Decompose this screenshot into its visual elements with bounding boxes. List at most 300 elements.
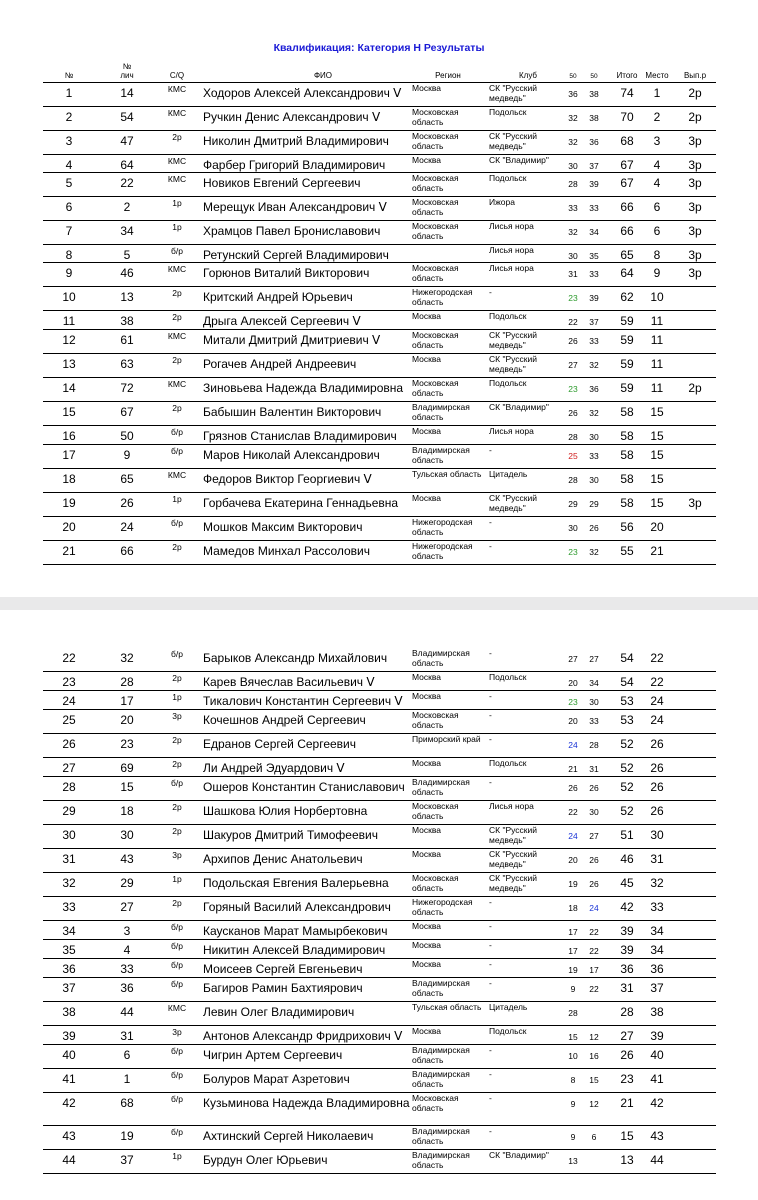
category-cell: б/р: [171, 941, 183, 951]
total-cell: 59: [620, 333, 634, 347]
name-cell: Карев Вячеслав Васильевич ᐯ: [203, 675, 375, 689]
row-number: 10: [62, 290, 76, 304]
place-cell: 21: [650, 544, 664, 558]
region-cell: Москва: [412, 691, 442, 701]
place-cell: 38: [650, 1005, 664, 1019]
category-cell: КМС: [167, 331, 187, 341]
place-cell: 34: [650, 924, 664, 938]
score-1-cell: 20: [568, 678, 578, 688]
region-cell: Московская область: [412, 197, 459, 217]
club-cell: Лисья нора: [489, 221, 534, 231]
name-cell: Тикалович Константин Сергеевич ᐯ: [203, 694, 403, 708]
category-cell: 3р: [172, 711, 182, 721]
place-cell: 15: [650, 405, 664, 419]
participant-id: 54: [120, 110, 134, 124]
total-cell: 53: [620, 694, 634, 708]
table-row: [43, 672, 716, 691]
score-1-cell: 30: [568, 251, 578, 261]
category-cell: 2р: [172, 802, 182, 812]
score-1-cell: 31: [568, 269, 578, 279]
score-1-cell: 23: [568, 293, 578, 303]
row-number: 42: [62, 1096, 76, 1110]
name-cell: Каусканов Марат Мамырбекович: [203, 924, 388, 938]
name-cell: Архипов Денис Анатольевич: [203, 852, 363, 866]
participant-id: 15: [120, 780, 134, 794]
category-cell: 1р: [172, 198, 182, 208]
club-cell: СК "Русский медведь": [489, 493, 538, 513]
place-cell: 37: [650, 981, 664, 995]
participant-id: 65: [120, 472, 134, 486]
row-number: 37: [62, 981, 76, 995]
table-row: [43, 710, 716, 734]
name-cell: Подольская Евгения Валерьевна: [203, 876, 389, 890]
col-total: Итого: [616, 71, 638, 80]
row-number: 32: [62, 876, 76, 890]
total-cell: 56: [620, 520, 634, 534]
club-cell: СК "Русский медведь": [489, 83, 538, 103]
region-cell: Владимирская область: [412, 1126, 470, 1146]
score-1-cell: 29: [568, 499, 578, 509]
total-cell: 58: [620, 429, 634, 443]
col-club: Клуб: [519, 71, 537, 80]
rank-done-cell: 3р: [688, 266, 702, 280]
score-1-cell: 9: [570, 984, 576, 994]
region-cell: Москва: [412, 959, 442, 969]
score-1-cell: 32: [568, 137, 578, 147]
rank-done-cell: 3р: [688, 158, 702, 172]
participant-id: 26: [120, 496, 134, 510]
club-cell: -: [489, 287, 492, 297]
score-2-cell: 35: [589, 251, 599, 261]
region-cell: Тульская область: [412, 469, 482, 479]
participant-id: 9: [123, 448, 131, 462]
row-number: 12: [62, 333, 76, 347]
participant-id: 61: [120, 333, 134, 347]
score-1-cell: 19: [568, 879, 578, 889]
score-1-cell: 13: [568, 1156, 578, 1166]
col-fio: ФИО: [313, 71, 333, 80]
participant-id: 67: [120, 405, 134, 419]
name-cell: Рогачев Андрей Андреевич: [203, 357, 357, 371]
name-cell: Кузьминова Надежда Владимировна: [203, 1096, 410, 1110]
total-cell: 54: [620, 651, 634, 665]
table-row: [43, 849, 716, 873]
name-cell: Антонов Александр Фридрихович ᐯ: [203, 1029, 403, 1043]
participant-id: 36: [120, 981, 134, 995]
region-cell: Владимирская область: [412, 445, 470, 465]
total-cell: 45: [620, 876, 634, 890]
name-cell: Новиков Евгений Сергеевич: [203, 176, 361, 190]
score-2-cell: 26: [589, 523, 599, 533]
participant-id: 5: [123, 248, 131, 262]
results-table-2: [43, 647, 716, 1174]
score-1-cell: 22: [568, 317, 578, 327]
category-cell: 2р: [172, 288, 182, 298]
place-cell: 15: [650, 496, 664, 510]
region-cell: Москва: [412, 354, 442, 364]
region-cell: Московская область: [412, 873, 459, 893]
name-cell: Барыков Александр Михайлович: [203, 651, 388, 665]
score-1-cell: 28: [568, 475, 578, 485]
club-cell: СК "Владимир": [489, 155, 549, 165]
participant-id: 43: [120, 852, 134, 866]
table-row: [43, 197, 716, 221]
region-cell: Московская область: [412, 107, 459, 127]
row-number: 29: [62, 804, 76, 818]
club-cell: -: [489, 691, 492, 701]
region-cell: Владимирская область: [412, 1150, 470, 1170]
category-cell: 3р: [172, 1027, 182, 1037]
score-1-cell: 28: [568, 432, 578, 442]
club-cell: Лисья нора: [489, 245, 534, 255]
score-1-cell: 19: [568, 965, 578, 975]
total-cell: 53: [620, 713, 634, 727]
row-number: 21: [62, 544, 76, 558]
place-cell: 6: [653, 200, 661, 214]
row-number: 25: [62, 713, 76, 727]
row-number: 1: [65, 86, 73, 100]
total-cell: 27: [620, 1029, 634, 1043]
total-cell: 51: [620, 828, 634, 842]
category-cell: КМС: [167, 470, 187, 480]
score-2-cell: 30: [589, 807, 599, 817]
row-number: 7: [65, 224, 73, 238]
name-cell: Грязнов Станислав Владимирович: [203, 429, 397, 443]
place-cell: 36: [650, 962, 664, 976]
row-number: 36: [62, 962, 76, 976]
table-row: [43, 1069, 716, 1093]
row-number: 2: [65, 110, 73, 124]
club-cell: Подольск: [489, 1026, 527, 1036]
score-1-cell: 9: [570, 1132, 576, 1142]
rank-done-cell: 2р: [688, 86, 702, 100]
participant-id: 18: [120, 804, 134, 818]
participant-id: 27: [120, 900, 134, 914]
place-cell: 4: [653, 176, 661, 190]
participant-id: 64: [120, 158, 134, 172]
region-cell: Москва: [412, 849, 442, 859]
table-row: [43, 691, 716, 710]
name-cell: Левин Олег Владимирович: [203, 1005, 355, 1019]
name-cell: Николин Дмитрий Владимирович: [203, 134, 389, 148]
participant-id: 32: [120, 651, 134, 665]
score-1-cell: 9: [570, 1099, 576, 1109]
total-cell: 58: [620, 448, 634, 462]
region-cell: Москва: [412, 940, 442, 950]
table-row: [43, 1002, 716, 1026]
region-cell: Москва: [412, 83, 442, 93]
participant-id: 46: [120, 266, 134, 280]
club-cell: Ижора: [489, 197, 515, 207]
col-place: Место: [645, 71, 669, 80]
total-cell: 31: [620, 981, 634, 995]
category-cell: 2р: [172, 355, 182, 365]
club-cell: Подольск: [489, 758, 527, 768]
name-cell: Федоров Виктор Георгиевич ᐯ: [203, 472, 372, 486]
score-1-cell: 30: [568, 523, 578, 533]
place-cell: 40: [650, 1048, 664, 1062]
participant-id: 37: [120, 1153, 134, 1167]
score-1-cell: 28: [568, 179, 578, 189]
region-cell: Московская область: [412, 131, 459, 151]
table-row: [43, 469, 716, 493]
total-cell: 23: [620, 1072, 634, 1086]
row-number: 23: [62, 675, 76, 689]
results-page-2: [0, 610, 758, 1200]
table-row: [43, 83, 716, 107]
club-cell: СК "Владимир": [489, 402, 549, 412]
region-cell: Москва: [412, 921, 442, 931]
total-cell: 39: [620, 943, 634, 957]
score-2-cell: 26: [589, 783, 599, 793]
category-cell: 1р: [172, 692, 182, 702]
region-cell: Москва: [412, 311, 442, 321]
table-row: [43, 245, 716, 263]
score-2-cell: 36: [589, 384, 599, 394]
total-cell: 62: [620, 290, 634, 304]
score-2-cell: 37: [589, 161, 599, 171]
name-cell: Мерещук Иван Александрович ᐯ: [203, 200, 387, 214]
participant-id: 17: [120, 694, 134, 708]
row-number: 30: [62, 828, 76, 842]
club-cell: Подольск: [489, 672, 527, 682]
participant-id: 20: [120, 713, 134, 727]
club-cell: -: [489, 921, 492, 931]
total-cell: 66: [620, 200, 634, 214]
club-cell: -: [489, 1093, 492, 1103]
place-cell: 11: [650, 314, 664, 328]
place-cell: 42: [650, 1096, 664, 1110]
total-cell: 59: [620, 314, 634, 328]
total-cell: 21: [620, 1096, 634, 1110]
row-number: 43: [62, 1129, 76, 1143]
place-cell: 2: [653, 110, 661, 124]
score-2-cell: 37: [589, 317, 599, 327]
score-2-cell: 38: [589, 89, 599, 99]
club-cell: -: [489, 1069, 492, 1079]
score-2-cell: 33: [589, 451, 599, 461]
place-cell: 11: [650, 381, 664, 395]
score-1-cell: 10: [568, 1051, 578, 1061]
club-cell: СК "Русский медведь": [489, 873, 538, 893]
category-cell: 2р: [172, 735, 182, 745]
col-vr: Вып.р: [683, 71, 707, 80]
place-cell: 15: [650, 448, 664, 462]
total-cell: 13: [620, 1153, 634, 1167]
category-cell: 1р: [172, 494, 182, 504]
participant-id: 6: [123, 1048, 131, 1062]
region-cell: Московская область: [412, 1093, 459, 1113]
region-cell: Московская область: [412, 173, 459, 193]
place-cell: 33: [650, 900, 664, 914]
place-cell: 10: [650, 290, 664, 304]
participant-id: 13: [120, 290, 134, 304]
score-1-cell: 23: [568, 697, 578, 707]
row-number: 26: [62, 737, 76, 751]
score-2-cell: 30: [589, 432, 599, 442]
rank-done-cell: 3р: [688, 200, 702, 214]
table-row: [43, 541, 716, 565]
club-cell: СК "Русский медведь": [489, 131, 538, 151]
table-row: [43, 758, 716, 777]
table-row: [43, 131, 716, 155]
region-cell: Тульская область: [412, 1002, 482, 1012]
total-cell: 68: [620, 134, 634, 148]
score-1-cell: 23: [568, 547, 578, 557]
row-number: 3: [65, 134, 73, 148]
total-cell: 52: [620, 780, 634, 794]
score-2-cell: 26: [589, 855, 599, 865]
total-cell: 52: [620, 761, 634, 775]
club-cell: -: [489, 445, 492, 455]
score-2-cell: 33: [589, 203, 599, 213]
table-row: [43, 777, 716, 801]
rank-done-cell: 3р: [688, 224, 702, 238]
club-cell: СК "Русский медведь": [489, 330, 538, 350]
name-cell: Горбачева Екатерина Геннадьевна: [203, 496, 399, 510]
region-cell: Владимирская область: [412, 777, 470, 797]
club-cell: Подольск: [489, 311, 527, 321]
category-cell: б/р: [171, 960, 183, 970]
table-row: [43, 287, 716, 311]
name-cell: Ошеров Константин Станиславович: [203, 780, 405, 794]
score-1-cell: 28: [568, 1008, 578, 1018]
club-cell: СК "Русский медведь": [489, 849, 538, 869]
row-number: 38: [62, 1005, 76, 1019]
table-row: [43, 825, 716, 849]
category-cell: б/р: [171, 1070, 183, 1080]
score-2-cell: 34: [589, 227, 599, 237]
row-number: 17: [62, 448, 76, 462]
table-row: [43, 734, 716, 758]
club-cell: -: [489, 648, 492, 658]
score-1-cell: 26: [568, 783, 578, 793]
score-2-cell: 38: [589, 113, 599, 123]
place-cell: 24: [650, 713, 664, 727]
total-cell: 39: [620, 924, 634, 938]
table-row: [43, 311, 716, 330]
category-cell: КМС: [167, 379, 187, 389]
category-cell: б/р: [171, 649, 183, 659]
score-2-cell: 28: [589, 740, 599, 750]
results-page-1: [0, 0, 758, 597]
participant-id: 23: [120, 737, 134, 751]
club-cell: Лисья нора: [489, 801, 534, 811]
name-cell: Бабышин Валентин Викторович: [203, 405, 382, 419]
score-1-cell: 27: [568, 360, 578, 370]
score-2-cell: 12: [589, 1099, 599, 1109]
category-cell: б/р: [171, 778, 183, 788]
region-cell: Владимирская область: [412, 1069, 470, 1089]
score-2-cell: 22: [589, 927, 599, 937]
score-2-cell: 32: [589, 360, 599, 370]
row-number: 24: [62, 694, 76, 708]
category-cell: 2р: [172, 759, 182, 769]
rank-done-cell: 3р: [688, 134, 702, 148]
name-cell: Никитин Алексей Владимирович: [203, 943, 386, 957]
col-region: Регион: [435, 71, 461, 80]
club-cell: СК "Владимир": [489, 1150, 549, 1160]
participant-id: 34: [120, 224, 134, 238]
place-cell: 26: [650, 804, 664, 818]
category-cell: 1р: [172, 222, 182, 232]
club-cell: Цитадель: [489, 1002, 528, 1012]
place-cell: 41: [650, 1072, 664, 1086]
score-2-cell: 16: [589, 1051, 599, 1061]
table-row: [43, 378, 716, 402]
score-1-cell: 27: [568, 654, 578, 664]
participant-id: 31: [120, 1029, 134, 1043]
table-row: [43, 493, 716, 517]
participant-id: 19: [120, 1129, 134, 1143]
participant-id: 1: [123, 1072, 131, 1086]
table-row: [43, 873, 716, 897]
score-1-cell: 23: [568, 384, 578, 394]
score-2-cell: 22: [589, 984, 599, 994]
category-cell: б/р: [171, 427, 183, 437]
row-number: 8: [65, 248, 73, 262]
participant-id: 14: [120, 86, 134, 100]
name-cell: Маров Николай Александрович: [203, 448, 380, 462]
total-cell: 59: [620, 381, 634, 395]
total-cell: 58: [620, 405, 634, 419]
club-cell: Подольск: [489, 378, 527, 388]
name-cell: Мамедов Минхал Рассолович: [203, 544, 371, 558]
table-row: [43, 959, 716, 978]
category-cell: б/р: [171, 1046, 183, 1056]
total-cell: 58: [620, 472, 634, 486]
score-1-cell: 32: [568, 113, 578, 123]
name-cell: Фарбер Григорий Владимирович: [203, 158, 386, 172]
region-cell: Москва: [412, 825, 442, 835]
category-cell: б/р: [171, 246, 183, 256]
participant-id: 3: [123, 924, 131, 938]
region-cell: Нижегородская область: [412, 541, 473, 561]
row-number: 33: [62, 900, 76, 914]
participant-id: 50: [120, 429, 134, 443]
row-number: 34: [62, 924, 76, 938]
table-row: [43, 648, 716, 672]
place-cell: 20: [650, 520, 664, 534]
rank-done-cell: 3р: [688, 176, 702, 190]
club-cell: СК "Русский медведь": [489, 354, 538, 374]
name-cell: Митали Дмитрий Дмитриевич ᐯ: [203, 333, 381, 347]
table-row: [43, 173, 716, 197]
score-2-cell: 32: [589, 408, 599, 418]
rank-done-cell: 2р: [688, 110, 702, 124]
place-cell: 24: [650, 694, 664, 708]
score-1-cell: 26: [568, 408, 578, 418]
total-cell: 52: [620, 804, 634, 818]
table-row: [43, 354, 716, 378]
place-cell: 4: [653, 158, 661, 172]
place-cell: 15: [650, 429, 664, 443]
participant-id: 30: [120, 828, 134, 842]
club-cell: Подольск: [489, 173, 527, 183]
place-cell: 11: [650, 333, 664, 347]
total-cell: 59: [620, 357, 634, 371]
category-cell: 2р: [172, 542, 182, 552]
club-cell: -: [489, 734, 492, 744]
score-1-cell: 32: [568, 227, 578, 237]
row-number: 27: [62, 761, 76, 775]
region-cell: Москва: [412, 493, 442, 503]
place-cell: 22: [650, 675, 664, 689]
place-cell: 32: [650, 876, 664, 890]
row-number: 14: [62, 381, 76, 395]
score-2-cell: 30: [589, 475, 599, 485]
club-cell: -: [489, 777, 492, 787]
